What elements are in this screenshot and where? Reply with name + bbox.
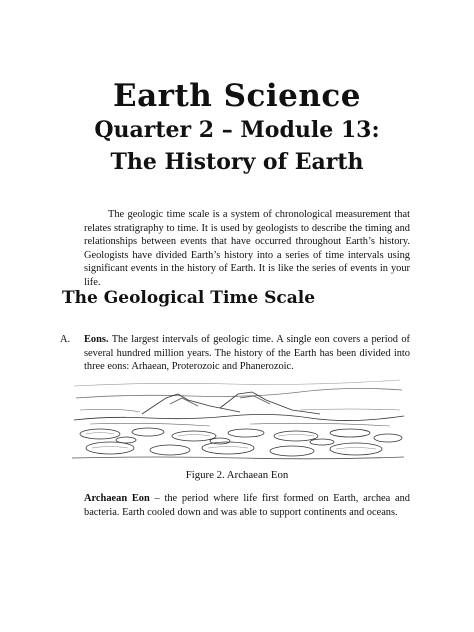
eons-term: Eons. (84, 334, 109, 345)
eons-body (84, 333, 410, 374)
module-subtitle: Quarter 2 – Module 13: (94, 117, 380, 143)
module-topic: The History of Earth (110, 149, 364, 175)
intro-paragraph: The geologic time scale is a system of chronological measurement that relates stratigraphy to time. It is used by geologists to describe the timing and relationships between events that have occurred throughout Earth’s history. Geologists have divided Earth’s history into a series of time intervals using significant events in the history of Earth. It is like the series of events in your life. (84, 209, 410, 288)
eons-text: The largest intervals of geologic time. A single eon covers a period of several hundred million years. The history of the Earth has been divided into three eons: Arhaean, Proterozoic and Phanerozoic. (84, 334, 410, 373)
eons-list-item (60, 333, 410, 374)
list-marker: A. (60, 334, 71, 345)
archaean-text: – the period where life first formed on Earth, archea and bacteria. Earth cooled down and was able to support continents and oceans. (84, 493, 411, 518)
archaean-landscape-illustration (70, 376, 406, 460)
archaean-figure (70, 376, 406, 460)
document-title: Earth Science (112, 78, 362, 114)
figure-caption: Figure 2. Archaean Eon (185, 469, 289, 481)
archaean-paragraph (84, 492, 410, 519)
section-heading: The Geological Time Scale (62, 288, 316, 308)
archaean-term: Archaean Eon (84, 493, 150, 504)
title-block (0, 78, 474, 178)
